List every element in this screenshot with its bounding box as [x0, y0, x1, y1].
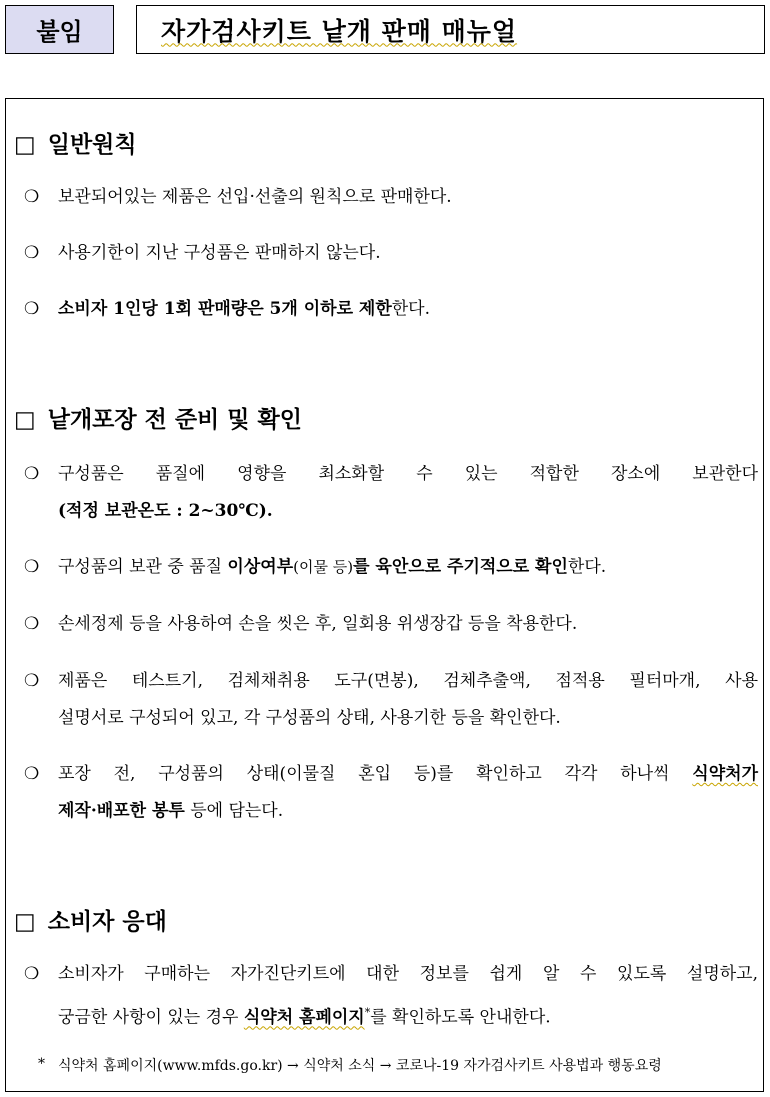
emphasis-text: 소비자 1인당 1회 판매량은 5개 이하로 제한 [58, 299, 392, 319]
square-bullet-icon: □ [14, 407, 36, 433]
section-heading-general [14, 126, 137, 159]
square-bullet-icon: □ [14, 132, 36, 158]
emphasis-text: 를 육안으로 주기적으로 확인 [353, 557, 568, 577]
footnote-ref: * [364, 1006, 371, 1019]
list-item [58, 557, 758, 577]
item-rest-text: 를 확인하도록 안내한다. [370, 1007, 551, 1028]
square-bullet-icon: □ [14, 909, 36, 935]
circle-bullet-icon: ❍ [24, 464, 40, 484]
item-text: 구성품의 보관 중 품질 [58, 557, 228, 577]
list-item: 보관되어있는 제품은 선입·선출의 원칙으로 판매한다. [58, 187, 452, 207]
document-title-text: 자가검사키트 낱개 판매 매뉴얼 [161, 16, 518, 46]
section-heading-text: 일반원칙 [47, 132, 137, 158]
circle-bullet-icon: ❍ [24, 671, 40, 691]
section-heading-consumer [14, 903, 167, 936]
item-rest-text: 한다. [567, 557, 607, 577]
list-item-line [58, 801, 758, 821]
list-item [58, 299, 758, 319]
item-text: 포장 전, 구성품의 상태(이물질 혼입 등)를 확인하고 각각 하나씩 [58, 764, 693, 784]
circle-bullet-icon: ❍ [24, 964, 40, 984]
list-item-line [58, 764, 758, 784]
list-item-line [58, 1003, 758, 1028]
document-title [136, 5, 765, 54]
emphasis-text: 이상여부 [227, 557, 294, 577]
list-item-line: 설명서로 구성되어 있고, 각 구성품의 상태, 사용기한 등을 확인한다. [58, 708, 561, 728]
attachment-tag: 붙임 [5, 5, 114, 54]
note-text: (이물 등) [293, 558, 354, 576]
list-item-line: (적정 보관온도 : 2~30℃). [58, 501, 273, 521]
circle-bullet-icon: ❍ [24, 187, 40, 207]
circle-bullet-icon: ❍ [24, 299, 40, 319]
item-text: 궁금한 사항이 있는 경우 [58, 1007, 244, 1028]
list-item-line: 소비자가 구매하는 자가진단키트에 대한 정보를 쉽게 알 수 있도록 설명하고, [58, 964, 758, 984]
section-heading-text: 낱개포장 전 준비 및 확인 [47, 407, 302, 433]
section-heading-text: 소비자 응대 [47, 909, 167, 935]
emphasis-text: 식약처 홈페이지 [243, 1007, 365, 1028]
circle-bullet-icon: ❍ [24, 243, 40, 263]
list-item-line: 구성품은 품질에 영향을 최소화할 수 있는 적합한 장소에 보관한다 [58, 464, 758, 484]
list-item: 손세정제 등을 사용하여 손을 씻은 후, 일회용 위생장갑 등을 착용한다. [58, 614, 578, 634]
circle-bullet-icon: ❍ [24, 764, 40, 784]
list-item-line: 제품은 테스트기, 검체채취용 도구(면봉), 검체추출액, 점적용 필터마개, 사용 [58, 671, 758, 691]
list-item: 사용기한이 지난 구성품은 판매하지 않는다. [58, 243, 381, 263]
footnote-mark: * [38, 1056, 45, 1072]
emphasis-text: 식약처가 [692, 764, 758, 784]
circle-bullet-icon: ❍ [24, 614, 40, 634]
item-rest-text: 등에 담는다. [184, 801, 284, 821]
emphasis-text: 제작·배포한 봉투 [58, 801, 185, 821]
circle-bullet-icon: ❍ [24, 557, 40, 577]
section-heading-preparation [14, 401, 302, 434]
footnote-text: 식약처 홈페이지(www.mfds.go.kr) → 식약처 소식 → 코로나-19 자가검사키트 사용법과 행동요령 [58, 1058, 662, 1074]
item-rest-text: 한다. [391, 299, 430, 319]
